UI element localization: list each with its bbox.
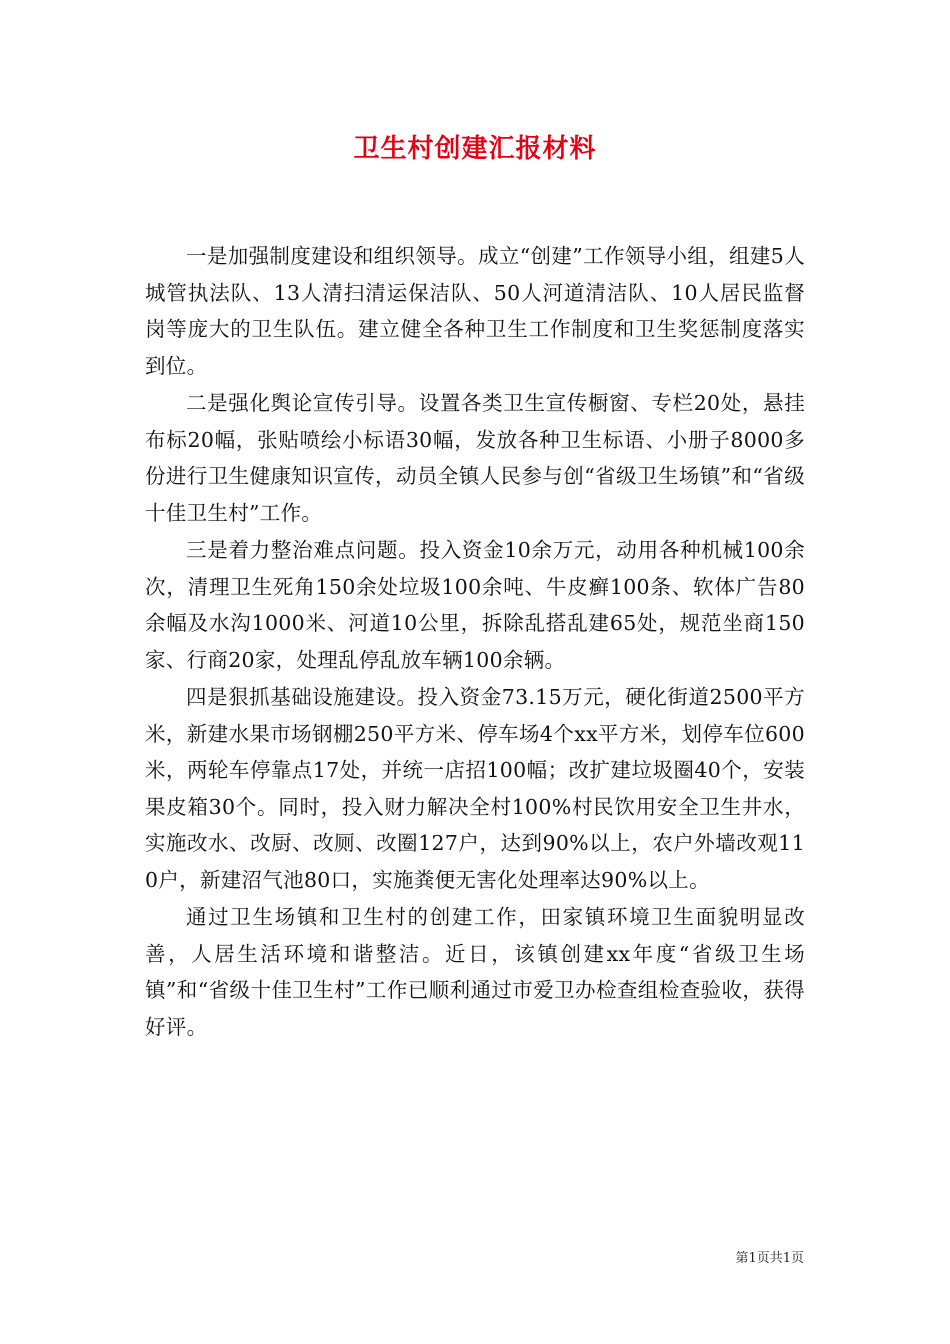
paragraph-2: 二是强化舆论宣传引导。设置各类卫生宣传橱窗、专栏20处，悬挂布标20幅，张贴喷绘小标语30幅，发放各种卫生标语、小册子8000多份进行卫生健康知识宣传，动员全镇人民参与创“省级卫生场镇”和“省级十佳卫生村”工作。 <box>145 391 805 525</box>
paragraph-4: 四是狠抓基础设施建设。投入资金73.15万元，硬化街道2500平方米，新建水果市场钢棚250平方米、停车场4个xx平方米，划停车位600米，两轮车停靠点17处，并统一店招100幅；改扩建垃圾圈40个，安装果皮箱30个。同时，投入财力解决全村100%村民饮用安全卫生井水，实施改水、改厨、改厕、改圈127户，达到90%以上，农户外墙改观110户，新建沼气池80口，实施粪便无害化处理率达90%以上。 <box>145 685 805 892</box>
document-body <box>145 238 805 1045</box>
paragraph-5: 通过卫生场镇和卫生村的创建工作，田家镇环境卫生面貌明显改善，人居生活环境和谐整洁。近日，该镇创建xx年度“省级卫生场镇”和“省级十佳卫生村”工作已顺利通过市爱卫办检查组检查验收，获得好评。 <box>145 905 805 1039</box>
page-number: 第1页共1页 <box>735 1251 804 1266</box>
paragraph-1: 一是加强制度建设和组织领导。成立“创建”工作领导小组，组建5人城管执法队、13人清扫清运保洁队、50人河道清洁队、10人居民监督岗等庞大的卫生队伍。建立健全各种卫生工作制度和卫生奖惩制度落实到位。 <box>145 244 805 378</box>
document-title: 卫生村创建汇报材料 <box>353 134 597 164</box>
paragraph-3: 三是着力整治难点问题。投入资金10余万元，动用各种机械100余次，清理卫生死角150余处垃圾100余吨、牛皮癣100条、软体广告80余幅及水沟1000米、河道10公里，拆除乱搭乱建65处，规范坐商150家、行商20家，处理乱停乱放车辆100余辆。 <box>145 538 805 672</box>
